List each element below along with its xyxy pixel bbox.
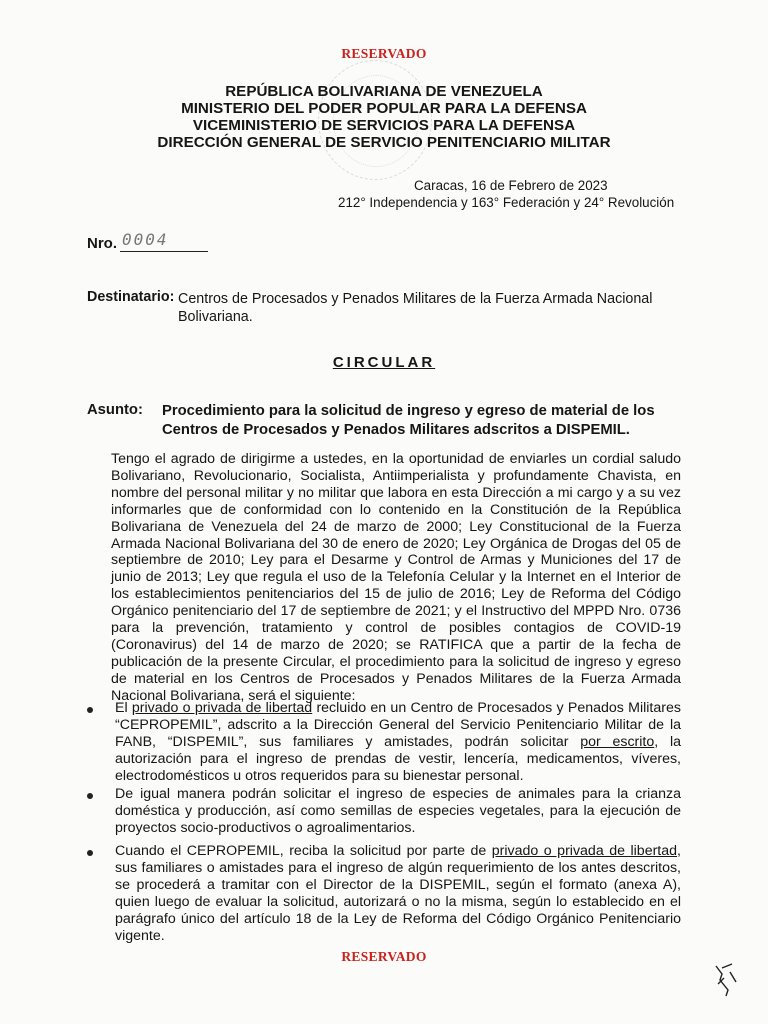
header-ministry: MINISTERIO DEL PODER POPULAR PARA LA DEFENSA — [181, 100, 587, 117]
recipient-line-1: Centros de Procesados y Penados Militares de la Fuerza Armada Nacional — [178, 291, 653, 307]
subject-label: Asunto: — [87, 402, 143, 418]
number-underline — [120, 251, 208, 252]
header-viceministry: VICEMINISTERIO DE SERVICIOS PARA LA DEFENSA — [192, 117, 576, 134]
subject-text — [162, 402, 680, 440]
bullet-item-2: De igual manera podrán solicitar el ingreso de especies de animales para la crianza doméstica y producción, así como semillas de especies vegetales, para la ejecución de proyectos socio-productivos o agroalimentarios. — [115, 786, 681, 836]
header-country: REPÚBLICA BOLIVARIANA DE VENEZUELA — [225, 83, 543, 100]
bullet-item-1: El privado o privada de libertad recluido en un Centro de Procesados y Penados Militares “CEPROPEMIL”, adscrito a la Dirección General del Servicio Penitenciario Militar de la FANB, “DISPEMIL”, sus familiares y amistades, podrán solicitar por escrito, la autorización para el ingreso de prendas de vestir, lencería, medicamentos, víveres, electrodomésticos u otros requeridos para su bienestar personal. — [115, 700, 681, 784]
bullet-item-3: Cuando el CEPROPEMIL, reciba la solicitud por parte de privado o privada de libertad, sus familiares o amistades para el ingreso de algún requerimiento de los antes descritos, se procederá a tramitar con el Director de la DISPEMIL, según el formato (anexa A), quien luego de evaluar la solicitud, autorizará o no la misma, según lo establecido en el parágrafo único del artículo 18 de la Ley de Reforma del Código Orgánico Penitenciario vigente. — [115, 843, 681, 944]
recipient-label: Destinatario: — [87, 289, 175, 305]
subject-line-2: Centros de Procesados y Penados Militares adscritos a DISPEMIL. — [162, 422, 630, 438]
bullet-icon — [87, 850, 93, 856]
header-direction: DIRECCIÓN GENERAL DE SERVICIO PENITENCIARIO MILITAR — [157, 134, 611, 151]
classification-top: RESERVADO — [341, 46, 427, 61]
document-type — [0, 354, 768, 371]
document-type-label: CIRCULAR — [332, 354, 436, 371]
initials-mark-icon — [712, 960, 742, 1000]
classification-bottom: RESERVADO — [341, 949, 427, 964]
bullet-icon — [87, 707, 93, 713]
body-paragraph-text: Tengo el agrado de dirigirme a ustedes, en la oportunidad de enviarles un cordial saludo Bolivariano, Revolucionario, Socialista, Antiimperialista y profundamente Chavista, en nombre del personal militar y no militar que labora en esta Dirección a mi cargo y a su vez informarles que de conformidad con lo contenido en la Constitución de la República Bolivariana de Venezuela del 24 de marzo de 2000; Ley Constitucional de la Fuerza Armada Nacional Bolivariana del 30 de enero de 2020; Ley Orgánica de Drogas del 05 de septiembre de 2010; Ley para el Desarme y Control de Armas y Municiones del 17 de junio de 2013; Ley que regula el uso de la Telefonía Celular y la Internet en el Interior de los establecimientos penitenciarios del 15 de julio de 2016; Ley de Reforma del Código Orgánico penitenciario del 17 de septiembre de 2021; y el Instructivo del MPPD Nro. 0736 para la prevención, tratamiento y control de posibles contagios de COVID-19 (Coronavirus) del 14 de marzo de 2020; se RATIFICA que a partir de la fecha de publicación de la presente Circular, el procedimiento para la solicitud de ingreso y egreso de material en los Centros de Procesados y Penados Militares de la Fuerza Armada Nacional Bolivariana, será el siguiente: — [111, 451, 681, 704]
years-line: 212° Independencia y 163° Federación y 24° Revolución — [338, 195, 675, 210]
bullet-icon — [87, 793, 93, 799]
number-value: 0004 — [122, 230, 169, 249]
place-date: Caracas, 16 de Febrero de 2023 — [414, 178, 608, 193]
body-paragraph — [87, 451, 681, 705]
recipient-line-2: Bolivariana. — [178, 309, 253, 325]
subject-line-1: Procedimiento para la solicitud de ingreso y egreso de material de los — [162, 403, 655, 419]
number-label: Nro. — [87, 235, 117, 252]
recipient-text — [178, 290, 698, 326]
